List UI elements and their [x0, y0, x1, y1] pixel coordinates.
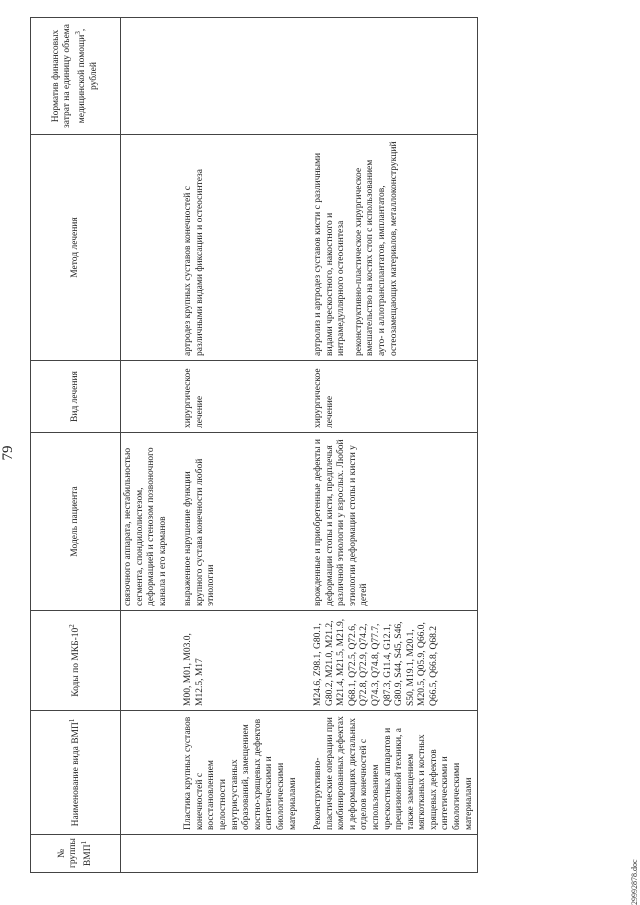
cell-codes: M24.6, Z98.1, G80.1, G80.2, M21.0, M21.2, M21.4, M21.5, M21.9, Q68.1, Q72.5, Q72.6, Q72.8, Q72.9, Q74.2, Q74.3, Q74.8, Q77.7, Q87.3, G11.4, G12.1, G80.9, S44, S45, S46, S50, M19.1, M20.1, M20.5, Q05.9, Q66.0, Q66.5, Q66.8, Q68.2 — [311, 611, 478, 711]
table-row — [121, 18, 172, 873]
cell-name — [121, 711, 172, 835]
header-cost-norm: Норматив финансовых затрат на единицу объема медицинской помощи$^3$, рублей — [31, 18, 121, 135]
cell-name: Пластика крупных суставов конечностей с восстановлением целостности внутрисуставных образований, замещением костно-хрящевых дефектов синтетическими и биологическими материалами — [181, 711, 301, 835]
cell-codes: M00, M01, M03.0, M12.5, M17 — [181, 611, 301, 711]
file-name: 29992878.doc — [630, 859, 639, 905]
cell-norm — [311, 18, 478, 135]
cell-group — [311, 835, 478, 873]
method-text: реконструктивно-пластическое хирургическое вмешательство на костях стоп с использованием ауто- и аллотрансплантатов, имплантатов, остеозамещающих материалов, металлоконструкций — [353, 141, 399, 356]
method-text: артролиз и артродез суставов кисти с различными видами чрескостного, накостного и интрамедуллярного остеосинтеза — [313, 152, 347, 356]
header-icd-codes: Коды по МКБ-$10^2$ — [31, 611, 121, 711]
header-group-number: № группы ВМП$^1$ — [31, 835, 121, 873]
cell-method: артродез крупных суставов конечностей с различными видами фиксации и остеосинтеза — [181, 135, 301, 361]
header-treatment-type: Вид лечения — [31, 361, 121, 433]
cell-name: Реконструктивно-пластические операции при комбинированных дефектах и деформациях дистальных отделов конечностей с использованием чрескостных аппаратов и прецизионной техники, а также замещением мягкотканых и костных хрящевых дефектов синтетическими и биологическими материалами — [311, 711, 478, 835]
vmp-table — [30, 17, 478, 873]
cell-treatment: хирургическое лечение — [181, 361, 301, 433]
table-row — [311, 18, 478, 873]
cell-method — [311, 135, 478, 361]
cell-model: связочного аппарата, нестабильностью сегмента, спондилолистезом, деформацией и стенозом позвоночного канала и его карманов — [121, 433, 172, 611]
cell-norm — [181, 18, 301, 135]
cell-model: врожденные и приобретенные дефекты и деформации стопы и кисти, предплечья различной этиологии у взрослых. Любой этиологии деформации стопы и кисти у детей — [311, 433, 478, 611]
header-treatment-method: Метод лечения — [31, 135, 121, 361]
cell-codes — [121, 611, 172, 711]
cell-model: выраженное нарушение функции крупного сустава конечности любой этиологии — [181, 433, 301, 611]
cell-group — [121, 835, 172, 873]
table-header-row — [31, 18, 121, 873]
header-patient-model: Модель пациента — [31, 433, 121, 611]
table-row — [181, 18, 301, 873]
cell-treatment: хирургическое лечение — [311, 361, 478, 433]
page-number: 79 — [0, 445, 16, 461]
cell-method — [121, 135, 172, 361]
cell-norm — [121, 18, 172, 135]
cell-treatment — [121, 361, 172, 433]
header-vmp-name: Наименование вида ВМП$^1$ — [31, 711, 121, 835]
cell-group — [181, 835, 301, 873]
